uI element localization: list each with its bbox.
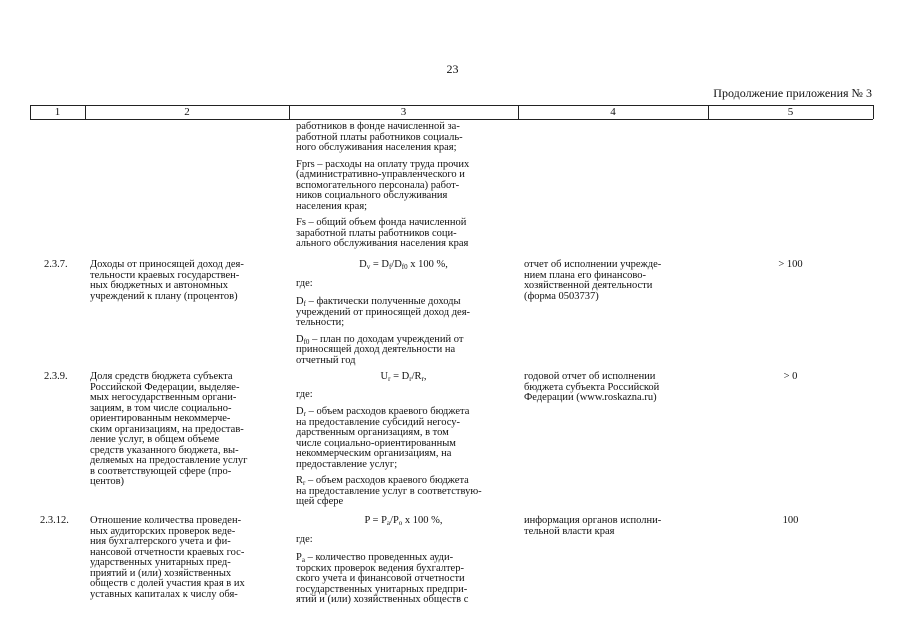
text-line: центов) [90, 476, 125, 487]
text-line: числе социально-ориентированным [296, 437, 456, 449]
text-line: ного обслуживания населения края; [296, 142, 457, 153]
target-value: > 100 [778, 259, 803, 270]
text-line: на предоставление услуг в соответствую- [296, 485, 482, 497]
definition-line: $R_r$ – объем расходов краевого бюджета [296, 475, 469, 487]
text-line: заработной платы работников соци- [296, 227, 457, 239]
table-header-divider [873, 105, 874, 119]
column-header-4: 4 [610, 106, 616, 118]
indicator-name [90, 372, 247, 488]
text-line: на предоставление субсидий негосу- [296, 416, 460, 428]
indicator-name [90, 260, 244, 302]
column-header-2: 2 [184, 106, 190, 118]
continuation-label: Продолжение приложения № 3 [713, 86, 872, 100]
text-line: средств указанного бюджета, вы- [90, 444, 239, 456]
text-line: годовой отчет об исполнении [524, 371, 656, 382]
text-line: (форма 0503737) [524, 290, 599, 302]
text-line: торских проверок ведения бухгалтер- [296, 562, 464, 574]
text-line: работников в фонде начисленной за- [296, 121, 460, 132]
column-header-1: 1 [54, 106, 61, 118]
text-line: Отношение количества проведен- [90, 515, 242, 526]
where-label: где: [296, 388, 313, 400]
text-line: тельности краевых государствен- [90, 269, 240, 281]
text-line: приятий и (или) хозяйственных [90, 567, 232, 579]
text-line: мых негосударственным органи- [90, 392, 237, 403]
text-line: обществ с долей участия края в их [90, 578, 245, 589]
text-line: ния бухгалтерского учета и фи- [90, 536, 231, 547]
text-line: ятий и (или) хозяйственных обществ с [296, 594, 469, 605]
text-line: зациям, в том числе социально- [90, 402, 232, 414]
text-line: отчетный год [296, 354, 356, 366]
text-line: уставных капиталах к числу обя- [90, 588, 238, 600]
text-line: нием плана его финансово- [524, 269, 647, 281]
carryover-description [296, 122, 469, 250]
row-number: 2.3.12. [40, 515, 69, 526]
indicator-name [90, 516, 245, 600]
text-line: ников социального обслуживания [296, 190, 448, 201]
where-label: где: [296, 277, 313, 289]
text-line: Fprs – расходы на оплату труда прочих [296, 158, 470, 170]
text-line: Fs – общий объем фонда начисленной [296, 217, 467, 228]
text-line: информация органов исполни- [524, 515, 662, 526]
target-value: > 0 [783, 371, 798, 382]
text-line: ных бюджетных и автономных [90, 280, 228, 291]
text-line: предоставление услуг; [296, 458, 398, 470]
text-line: щей сфере [296, 496, 344, 507]
text-line: ударственных унитарных пред- [90, 557, 231, 568]
text-line: в соответствующей сфере (про- [90, 465, 232, 477]
text-line: бюджета субъекта Российской [524, 381, 660, 393]
calculation-method [296, 260, 511, 366]
definition-line: $P_a$ – количество проведенных ауди- [296, 552, 454, 564]
text-line: ориентированным некоммерче- [90, 413, 231, 424]
row-number: 2.3.7. [44, 259, 68, 270]
calculation-method [296, 372, 511, 508]
definition-line: $D_r$ – объем расходов краевого бюджета [296, 406, 470, 418]
formula: $P = P_a/P_o$ x 100 %, [364, 515, 443, 527]
text-line: приносящей доход деятельности на [296, 344, 456, 355]
target-value: 100 [782, 515, 799, 526]
text-line: ским организациям, на предостав- [90, 423, 244, 435]
text-line: некоммерческим организациям, на [296, 448, 452, 459]
data-source [524, 260, 661, 302]
text-line: Федерации (www.roskazna.ru) [524, 392, 657, 403]
text-line: дарственным организациям, в том [296, 427, 449, 438]
text-line: Российской Федерации, выделяе- [90, 381, 240, 393]
text-line: Доля средств бюджета субъекта [90, 371, 233, 382]
text-line: государственных унитарных предпри- [296, 583, 468, 595]
text-line: тельности; [296, 317, 345, 328]
text-line: ных аудиторских проверок веде- [90, 525, 236, 537]
table-header-bottom-border [30, 119, 873, 120]
text-line: отчет об исполнении учрежде- [524, 259, 662, 270]
calculation-method [296, 516, 511, 606]
text-line: работной платы работников социаль- [296, 131, 463, 143]
text-line: населения края; [296, 200, 368, 212]
column-header-3: 3 [400, 106, 407, 118]
text-line: ление услуг, в общем объеме [90, 434, 220, 445]
text-line: хозяйственной деятельности [524, 280, 653, 291]
text-line: тельной власти края [524, 525, 615, 537]
data-source [524, 372, 659, 404]
formula: $U_r = D_r/R_r$, [380, 371, 427, 383]
text-line: нансовой отчетности краевых гос- [90, 546, 245, 558]
column-header-5: 5 [787, 106, 794, 118]
text-line: ского учета и финансовой отчетности [296, 573, 465, 584]
text-line: ального обслуживания населения края [296, 238, 469, 249]
formula: $D_v = D_f/D_{f0}$ x 100 %, [359, 259, 448, 271]
text-line: вспомогательного персонала) работ- [296, 179, 460, 191]
text-line: учреждений от приносящей доход дея- [296, 306, 471, 318]
definition-line: $D_{f0}$ – план по доходам учреждений от [296, 333, 464, 346]
row-number: 2.3.9. [44, 371, 68, 382]
where-label: где: [296, 533, 313, 545]
text-line: учреждений к плану (процентов) [90, 290, 238, 302]
text-line: Доходы от приносящей доход дея- [90, 259, 244, 270]
definition-line: $D_f$ – фактически полученные доходы [296, 296, 461, 308]
data-source [524, 516, 661, 537]
page-number: 23 [446, 62, 459, 76]
text-line: (административно-управленческого и [296, 169, 465, 180]
text-line: деляемых на предоставление услуг [90, 455, 248, 466]
